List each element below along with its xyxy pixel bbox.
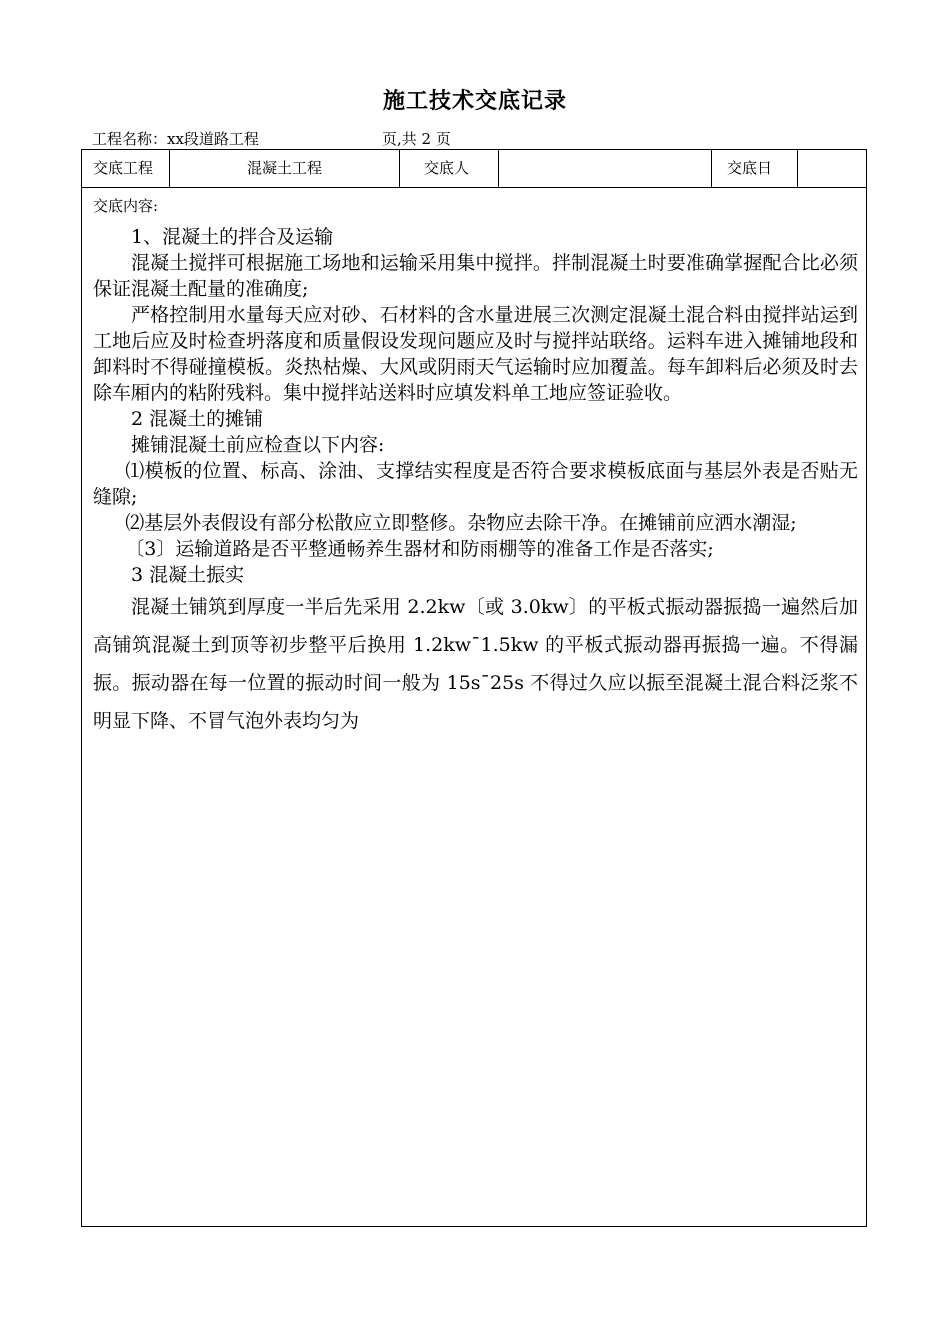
project-meta [92, 128, 451, 149]
list-item: 〔3〕运输道路是否平整通畅养生器材和防雨棚等的准备工作是否落实; [125, 538, 714, 560]
list-item: ⑴模板的位置、标高、涂油、支撑结实程度是否符合要求模板底面与基层外表是否贴无缝隙; [93, 460, 858, 508]
page-count: 页,共 2 页 [382, 130, 451, 148]
list-item: ⑵基层外表假设有部分松散应立即整修。杂物应去除干净。在摊铺前应洒水潮湿; [125, 512, 797, 534]
paragraph: 混凝土铺筑到厚度一半后先采用 2.2kw〔或 3.0kw〕的平板式振动器振捣一遍然后加高铺筑混凝土到顶等初步整平后换用 1.2kw¯1.5kw 的平板式振动器再振捣一遍。不得漏振。振动器在每一位置的振动时间一般为 15s¯25s 不得过久应以振至混凝土混合料泛浆不明显下降、不冒气泡外表均匀为 [93, 596, 858, 732]
date-value [798, 150, 867, 187]
content-label: 交底内容: [93, 197, 159, 215]
section-heading: 3 混凝土振实 [131, 564, 245, 586]
item-label: 交底工程 [82, 150, 170, 187]
header-row [82, 150, 866, 188]
date-label: 交底日 [712, 150, 798, 187]
item-value: 混凝土工程 [170, 150, 400, 187]
person-value [499, 150, 712, 187]
paragraph: 严格控制用水量每天应对砂、石材料的含水量进展三次测定混凝土混合料由搅拌站运到工地后应及时检查坍落度和质量假设发现问题应及时与搅拌站联络。运料车进入摊铺地段和卸料时不得碰撞模板。炎热枯燥、大风或阴雨天气运输时应加覆盖。每车卸料后必须及时去除车厢内的粘附残料。集中搅拌站送料时应填发料单工地应签证验收。 [93, 304, 858, 404]
record-sheet [81, 149, 867, 1227]
document-title: 施工技术交底记录 [382, 88, 567, 114]
content-body [93, 224, 858, 740]
person-label: 交底人 [400, 150, 499, 187]
paragraph: 摊铺混凝土前应检查以下内容: [131, 434, 385, 456]
project-name: 工程名称：xx段道路工程 [92, 130, 259, 148]
section-heading: 1、混凝土的拌合及运输 [131, 226, 334, 248]
paragraph: 混凝土搅拌可根据施工场地和运输采用集中搅拌。拌制混凝土时要准确掌握配合比必须保证混凝土配量的准确度; [93, 252, 858, 300]
section-heading: 2 混凝土的摊铺 [131, 408, 264, 430]
